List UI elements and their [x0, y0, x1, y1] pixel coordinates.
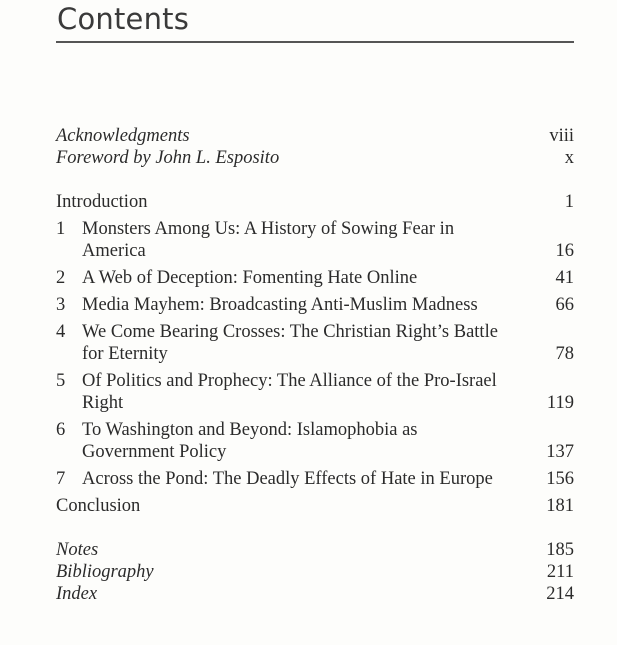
chapter-number: 1	[56, 219, 66, 239]
chapter-title-line1: Of Politics and Prophecy: The Alliance of the Pro-Israel	[82, 371, 497, 391]
chapter-title-line2: for Eternity	[82, 344, 168, 364]
toc-entry-page: 16	[555, 241, 574, 261]
toc-entry-title-line	[56, 294, 478, 316]
toc-entry-page: 66	[555, 295, 574, 315]
chapter-number: 5	[56, 371, 66, 391]
chapter-number: 6	[56, 420, 66, 440]
toc-entry-page: 119	[546, 393, 574, 413]
toc-entry-page: 185	[546, 540, 574, 560]
toc-entry-title-line	[56, 218, 454, 240]
chapter-title-line1: Across the Pond: The Deadly Effects of Hate in Europe	[82, 469, 493, 489]
chapter-number: 3	[56, 295, 66, 315]
chapter-title-line1: Media Mayhem: Broadcasting Anti-Muslim Madness	[82, 295, 478, 315]
toc-entry-title-line	[56, 321, 498, 343]
toc-entry-title: Acknowledgments	[56, 126, 190, 146]
page-title: Contents	[57, 2, 190, 36]
chapter-title-line1: Monsters Among Us: A History of Sowing Fear in	[82, 219, 455, 239]
toc-entry-title-line	[56, 419, 417, 441]
toc-entry-page: 41	[555, 268, 574, 288]
chapter-title-line2: Government Policy	[82, 442, 227, 462]
toc-entry-title: Bibliography	[56, 562, 154, 582]
chapter-title-line1: A Web of Deception: Fomenting Hate Online	[82, 268, 418, 288]
chapter-number: 2	[56, 268, 66, 288]
toc-entry-page: 156	[546, 469, 574, 489]
toc-entry-title-line	[56, 267, 417, 289]
toc-entry-chapter-6[interactable]	[56, 419, 574, 463]
toc-entry-chapter-4[interactable]	[56, 321, 574, 365]
toc-entry-title-line	[56, 370, 497, 392]
toc-entry-chapter-5[interactable]	[56, 370, 574, 414]
toc-entry-chapter-1[interactable]	[56, 218, 574, 262]
chapter-number: 7	[56, 469, 66, 489]
toc-entry-page: 78	[555, 344, 574, 364]
toc-entry-title: Notes	[56, 540, 99, 560]
title-divider	[56, 41, 574, 43]
chapter-title-line1: We Come Bearing Crosses: The Christian Right’s Battle	[82, 322, 498, 342]
chapter-title-line1: To Washington and Beyond: Islamophobia as	[82, 420, 418, 440]
toc-entry-title: Conclusion	[56, 496, 141, 516]
toc-entry-page: x	[564, 148, 574, 168]
toc-entry-title: Introduction	[56, 192, 148, 212]
toc-entry-page: 1	[564, 192, 574, 212]
toc-entry-title: Index	[56, 584, 98, 604]
chapter-title-line2: Right	[82, 393, 124, 413]
toc-entry-title: Foreword by John L. Esposito	[56, 148, 280, 168]
toc-entry-page: 211	[546, 562, 574, 582]
toc-entry-page: 181	[546, 496, 574, 516]
toc-entry-page: 214	[546, 584, 574, 604]
toc-entry-page: 137	[546, 442, 574, 462]
toc-entry-title-line	[56, 468, 493, 490]
chapter-title-line2: America	[82, 241, 146, 261]
chapter-number: 4	[56, 322, 66, 342]
toc-entry-page: viii	[549, 126, 574, 146]
